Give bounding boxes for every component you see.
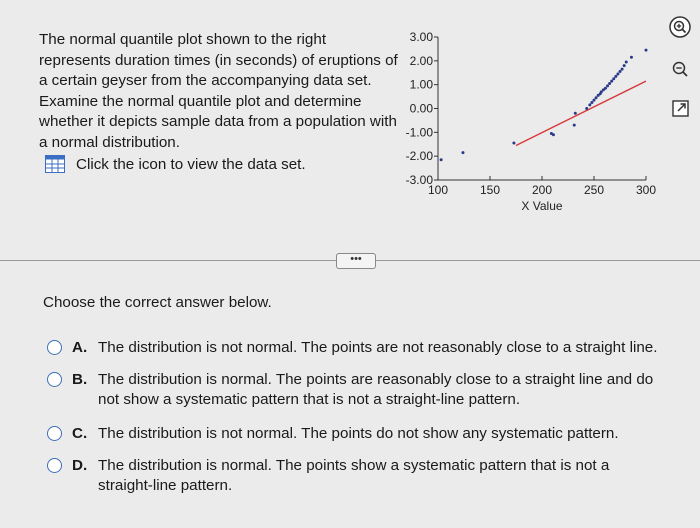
choice-letter: A. — [72, 339, 88, 356]
data-point — [606, 84, 609, 87]
x-tick-label: 200 — [531, 183, 553, 197]
choice-text: The distribution is not normal. The points are not reasonably close to a straight line. — [98, 339, 658, 356]
zoom-in-icon — [669, 16, 691, 38]
radio-c[interactable] — [47, 426, 62, 441]
zoom-out-icon — [669, 58, 691, 80]
data-point — [619, 70, 622, 73]
radio-a[interactable] — [47, 340, 62, 355]
data-point — [593, 99, 596, 102]
choice-d[interactable] — [47, 456, 668, 496]
y-tick-label: 0.00 — [409, 101, 433, 116]
data-point — [612, 77, 615, 80]
y-tick-label: -3.00 — [405, 173, 433, 187]
x-tick-label: 300 — [635, 183, 657, 197]
data-point — [604, 87, 607, 90]
x-axis-label: X Value — [521, 199, 563, 213]
x-tick-label: 100 — [427, 183, 449, 197]
x-tick-label: 250 — [583, 183, 605, 197]
zoom-in-button[interactable] — [668, 15, 692, 39]
question-text: The normal quantile plot shown to the right represents duration times (in seconds) of eruptions of a certain geyser from the accompanying data set. Examine the normal quantile plot and determine whether it depicts sample data from a population with a normal distribution. — [39, 31, 398, 151]
normal-quantile-plot — [0, 0, 700, 230]
view-dataset-label[interactable]: Click the icon to view the data set. — [76, 155, 306, 173]
choice-a[interactable] — [47, 338, 668, 358]
choice-b[interactable] — [47, 370, 668, 410]
y-tick-label: -1.00 — [405, 125, 433, 140]
x-tick-label: 150 — [479, 183, 501, 197]
answer-prompt: Choose the correct answer below. — [43, 294, 272, 311]
data-point — [574, 112, 577, 115]
more-button[interactable]: ••• — [336, 253, 376, 269]
data-point — [630, 56, 633, 59]
data-point — [461, 151, 464, 154]
external-link-icon — [671, 98, 691, 118]
choice-text: The distribution is not normal. The points do not show any systematic pattern. — [98, 425, 619, 442]
data-point — [623, 64, 626, 67]
choice-text: The distribution is normal. The points show a systematic pattern that is not a straight-line pattern. — [98, 457, 610, 494]
choice-letter: D. — [72, 457, 88, 474]
data-point — [610, 80, 613, 83]
choice-letter: B. — [72, 371, 88, 388]
data-point — [645, 49, 648, 52]
y-tick-label: -2.00 — [405, 149, 433, 164]
data-point — [616, 72, 619, 75]
y-tick-label: 2.00 — [409, 53, 433, 68]
radio-d[interactable] — [47, 458, 62, 473]
choice-c[interactable] — [47, 424, 668, 444]
y-tick-label: 1.00 — [409, 77, 433, 92]
data-point — [512, 142, 515, 145]
data-point — [625, 61, 628, 64]
data-point — [608, 82, 611, 85]
y-tick-label: 3.00 — [409, 30, 433, 44]
open-new-window-button[interactable] — [669, 96, 693, 120]
data-point — [440, 158, 443, 161]
radio-b[interactable] — [47, 372, 62, 387]
data-point — [585, 107, 588, 110]
data-point — [552, 133, 555, 136]
zoom-out-button[interactable] — [668, 57, 692, 81]
choice-text: The distribution is normal. The points are reasonably close to a straight line and do not show a systematic pattern that is not a straight-line pattern. — [98, 371, 654, 408]
data-point — [573, 124, 576, 127]
reference-line — [516, 81, 646, 145]
data-point — [614, 75, 617, 78]
data-point — [588, 103, 591, 106]
data-point — [590, 101, 593, 104]
choice-letter: C. — [72, 425, 88, 442]
data-point — [595, 96, 598, 99]
data-point — [621, 68, 624, 71]
